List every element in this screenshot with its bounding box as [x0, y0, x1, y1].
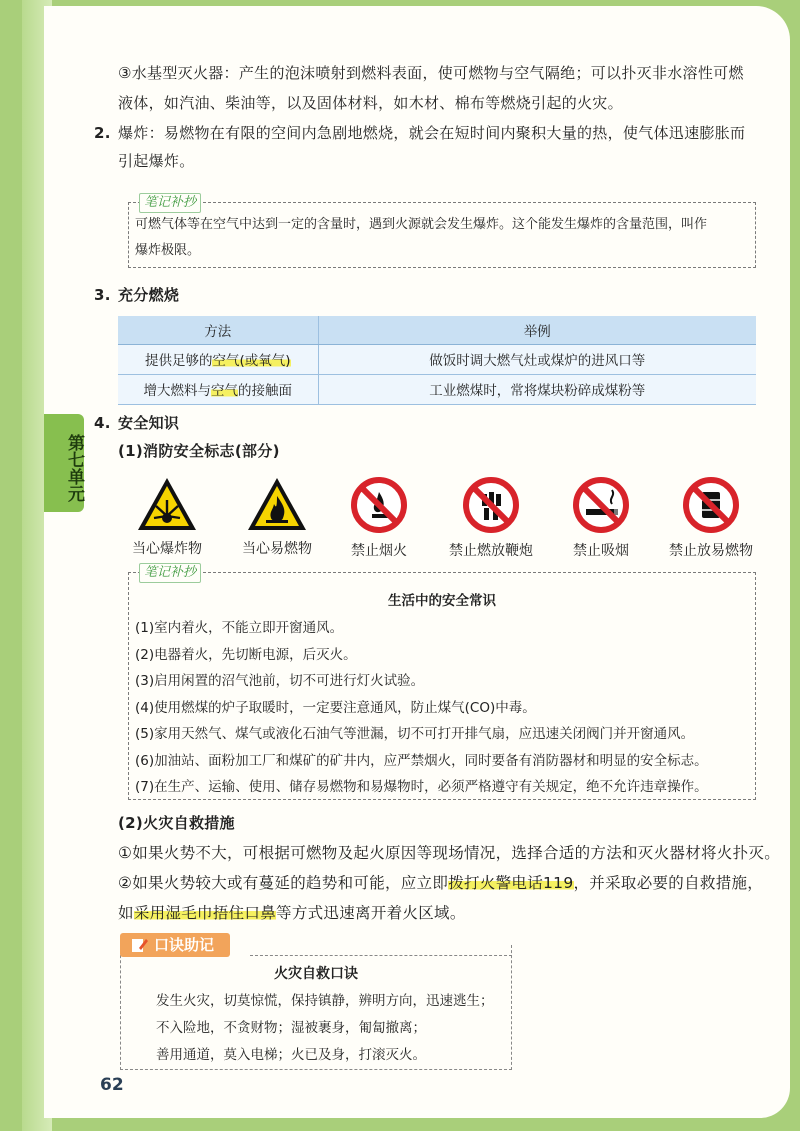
table-cell-example: 做饭时调大燃气灶或煤炉的进风口等 [318, 344, 756, 374]
section-2-number: 2. [94, 124, 111, 142]
mnemonic-title: 火灾自救口诀 [274, 966, 358, 982]
list-item: (7)在生产、运输、使用、储存易燃物和易爆物时，必须严格遵守有关规定，绝不允许违章操作。 [135, 779, 708, 795]
note-1-line-1: 可燃气体等在空气中达到一定的含量时，遇到火源就会发生爆炸。这个能发生爆炸的含量范围，叫作 [135, 217, 708, 232]
mnemonic-lines [156, 988, 494, 1069]
section-3-title: 充分燃烧 [118, 286, 180, 304]
table-cell-method [118, 344, 318, 374]
sign-explosive [112, 476, 222, 558]
table-header-method: 方法 [118, 316, 318, 344]
mnemonic-tag-label: 口诀助记 [154, 936, 215, 954]
sub-2-line-3 [118, 898, 466, 928]
table-cell-example: 工业燃煤时，常将煤块粉碎成煤粉等 [318, 374, 756, 404]
no-firecrackers-icon [462, 476, 520, 534]
intro-line-2: 液体，如汽油、柴油等，以及固体材料，如木材、棉布等燃烧引起的火灾。 [118, 94, 623, 112]
section-4-number: 4. [94, 414, 111, 432]
list-item: (2)电器着火，先切断电源，后灭火。 [135, 646, 357, 663]
sign-label: 禁止放易燃物 [669, 543, 753, 559]
note-box-2 [128, 565, 756, 800]
sign-no-smoking [546, 476, 656, 560]
section-2-line-2: 引起爆炸。 [118, 152, 195, 170]
table-row [118, 344, 756, 374]
sub-2-text: ②如果火势较大或有蔓延的趋势和可能，应立即 [118, 874, 449, 892]
mnemonic-line: 善用通道，莫入电梯；火已及身，打滚灭火。 [156, 1047, 426, 1063]
method-text: 增大燃料与 [143, 383, 211, 399]
sub-2-text: 如 [118, 904, 134, 922]
section-2-line-1: 爆炸：易燃物在有限的空间内急剧地燃烧，就会在短时间内聚积大量的热，使气体迅速膨胀而 [118, 124, 746, 142]
section-4-title: 安全知识 [118, 414, 180, 432]
sub-2-title: (2)火灾自救措施 [118, 814, 235, 832]
note-tag-1: 笔记补抄 [139, 193, 201, 213]
intro-line-1: ③水基型灭火器：产生的泡沫喷射到燃料表面，使可燃物与空气隔绝；可以扑灭非水溶性可燃 [118, 64, 744, 82]
sign-no-firecrackers [436, 476, 546, 560]
note-1-line-2: 爆炸极限。 [135, 243, 201, 258]
list-item: (4)使用燃煤的炉子取暖时，一定要注意通风，防止煤气(CO)中毒。 [135, 699, 536, 716]
table-header-example: 举例 [318, 316, 756, 344]
mnemonic-line: 发生火灾，切莫惊慌，保持镇静，辨明方向，迅速逃生； [156, 993, 494, 1009]
sub-2-text-tail: ，并采取必要的自救措施， [573, 874, 764, 892]
method-highlight: 空气(或氧气) [212, 353, 291, 369]
mnemonic-top-line [250, 955, 512, 956]
list-item: (5)家用天然气、煤气或液化石油气等泄漏，切不可打开排气扇，应迅速关闭阀门并开窗通风。 [135, 726, 695, 742]
method-highlight: 空气 [211, 383, 238, 399]
mnemonic-line: 不入险地，不贪财物；湿被裹身，匍匐撤离； [156, 1020, 426, 1036]
sub-2-line-2 [118, 868, 763, 898]
note-2-list [135, 615, 708, 801]
sign-label: 当心易燃物 [242, 541, 312, 557]
sign-flammable [222, 476, 332, 558]
sign-label: 禁止烟火 [351, 543, 407, 559]
section-4-sub-1: (1)消防安全标志(部分) [118, 442, 280, 460]
unit-side-tab: 第七单元 [44, 414, 84, 512]
no-flammables-icon [682, 476, 740, 534]
table-row [118, 374, 756, 404]
list-item: (6)加油站、面粉加工厂和煤矿的矿井内，应严禁烟火，同时要备有消防器材和明显的安全标志。 [135, 752, 708, 769]
sign-label: 禁止吸烟 [573, 543, 629, 559]
sub-2-line-1: ①如果火势不大，可根据可燃物及起火原因等现场情况，选择合适的方法和灭火器材将火扑灭。 [118, 844, 780, 862]
section-3-number: 3. [94, 286, 111, 304]
page-number: 62 [100, 1075, 124, 1095]
highlight-fire-call: 拨打火警电话119 [448, 874, 574, 892]
list-item: (3)启用闲置的沼气池前，切不可进行灯火试验。 [135, 673, 425, 689]
flammable-warning-icon [246, 476, 308, 532]
table-cell-method [118, 374, 318, 404]
no-smoking-icon [572, 476, 630, 534]
note-tag-2: 笔记补抄 [139, 563, 201, 583]
list-item: (1)室内着火，不能立即开窗通风。 [135, 620, 344, 636]
no-fire-icon [350, 476, 408, 534]
sign-no-flammables [656, 476, 766, 560]
sign-label: 当心爆炸物 [132, 541, 202, 557]
pencil-icon [130, 936, 148, 954]
method-text-tail: 的接触面 [238, 383, 292, 399]
sign-no-fire [324, 476, 434, 560]
mnemonic-tag [120, 933, 230, 957]
sub-2-text-tail: 等方式迅速离开着火区域。 [276, 904, 466, 922]
note-2-title: 生活中的安全常识 [388, 593, 496, 609]
explosive-warning-icon [136, 476, 198, 532]
combustion-table [118, 316, 756, 405]
sign-label: 禁止燃放鞭炮 [449, 543, 533, 559]
note-box-1 [128, 195, 756, 268]
method-text: 提供足够的 [144, 353, 213, 369]
highlight-wet-towel: 采用湿毛巾捂住口鼻 [133, 904, 277, 922]
table-header-row [118, 316, 756, 344]
